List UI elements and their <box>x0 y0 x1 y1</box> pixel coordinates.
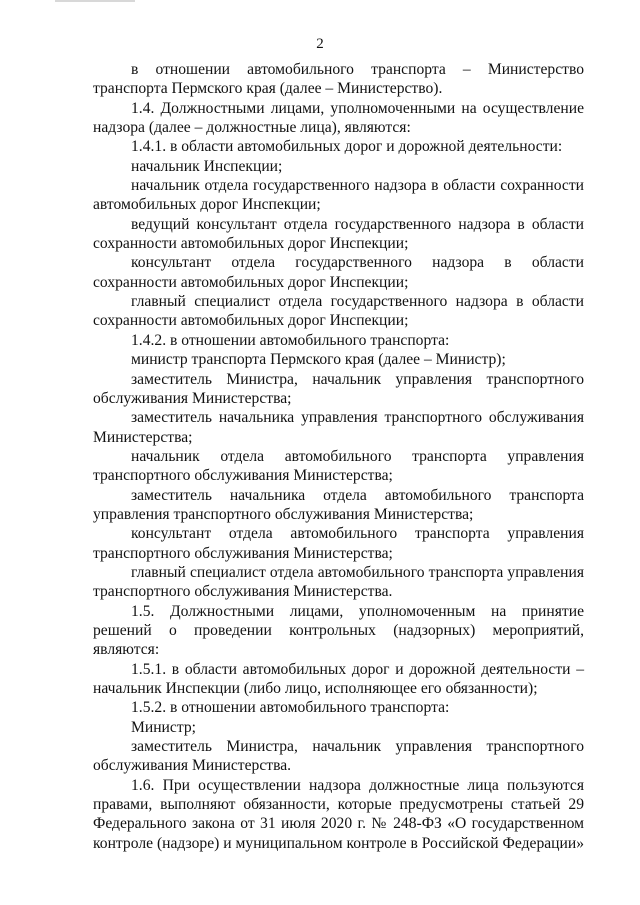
paragraph: 1.5.1. в области автомобильных дорог и дорожной деятельности – начальник Инспекции (либо лицо, исполняющее его обязанности); <box>93 660 584 697</box>
page-number: 2 <box>316 36 324 52</box>
paragraph: Министр; <box>131 718 196 736</box>
paragraph: 1.4. Должностными лицами, уполномоченными на осуществление надзора (далее – должностные лица), являются: <box>93 99 584 137</box>
document-body <box>93 60 584 853</box>
paragraph: заместитель Министра, начальник управления транспортного обслуживания Министерства; <box>93 370 584 407</box>
paragraph: 1.5.2. в отношении автомобильного транспорта: <box>131 699 450 717</box>
paragraph: 1.5. Должностными лицами, уполномоченным на принятие решений о проведении контрольных (надзорных) мероприятий, являются: <box>93 602 584 659</box>
scan-artifact <box>55 0 135 2</box>
paragraph: консультант отдела государственного надзора в области сохранности автомобильных дорог Инспекции; <box>93 254 584 291</box>
paragraph: в отношении автомобильного транспорта – Министерство транспорта Пермского края (далее – Министерство). <box>93 61 584 98</box>
paragraph: 1.6. При осуществлении надзора должностные лица пользуются правами, выполняют обязанности, которые предусмотрены статьей 29 Федерального закона от 31 июля 2020 г. № 248-ФЗ «О государственном контроле (надзоре) и муниципальном контроле в Российской Федерации» <box>93 776 584 852</box>
paragraph: главный специалист отдела автомобильного транспорта управления транспортного обслуживания Министерства. <box>93 563 584 601</box>
paragraph: 1.4.2. в отношении автомобильного транспорта: <box>131 331 450 349</box>
paragraph: начальник отдела автомобильного транспорта управления транспортного обслуживания Министерства; <box>93 447 584 485</box>
paragraph: министр транспорта Пермского края (далее – Министр); <box>131 351 506 369</box>
paragraph: начальник Инспекции; <box>131 157 283 175</box>
paragraph: начальник отдела государственного надзора в области сохранности автомобильных дорог Инспекции; <box>93 177 584 214</box>
paragraph: консультант отдела автомобильного транспорта управления транспортного обслуживания Министерства; <box>93 525 584 562</box>
paragraph: ведущий консультант отдела государственного надзора в области сохранности автомобильных дорог Инспекции; <box>93 215 584 253</box>
paragraph: заместитель Министра, начальник управления транспортного обслуживания Министерства. <box>93 738 584 775</box>
paragraph: главный специалист отдела государственного надзора в области сохранности автомобильных дорог Инспекции; <box>93 293 584 330</box>
paragraph: 1.4.1. в области автомобильных дорог и дорожной деятельности: <box>131 138 563 156</box>
paragraph: заместитель начальника отдела автомобильного транспорта управления транспортного обслуживания Министерства; <box>93 486 584 523</box>
paragraph: заместитель начальника управления транспортного обслуживания Министерства; <box>93 409 584 446</box>
